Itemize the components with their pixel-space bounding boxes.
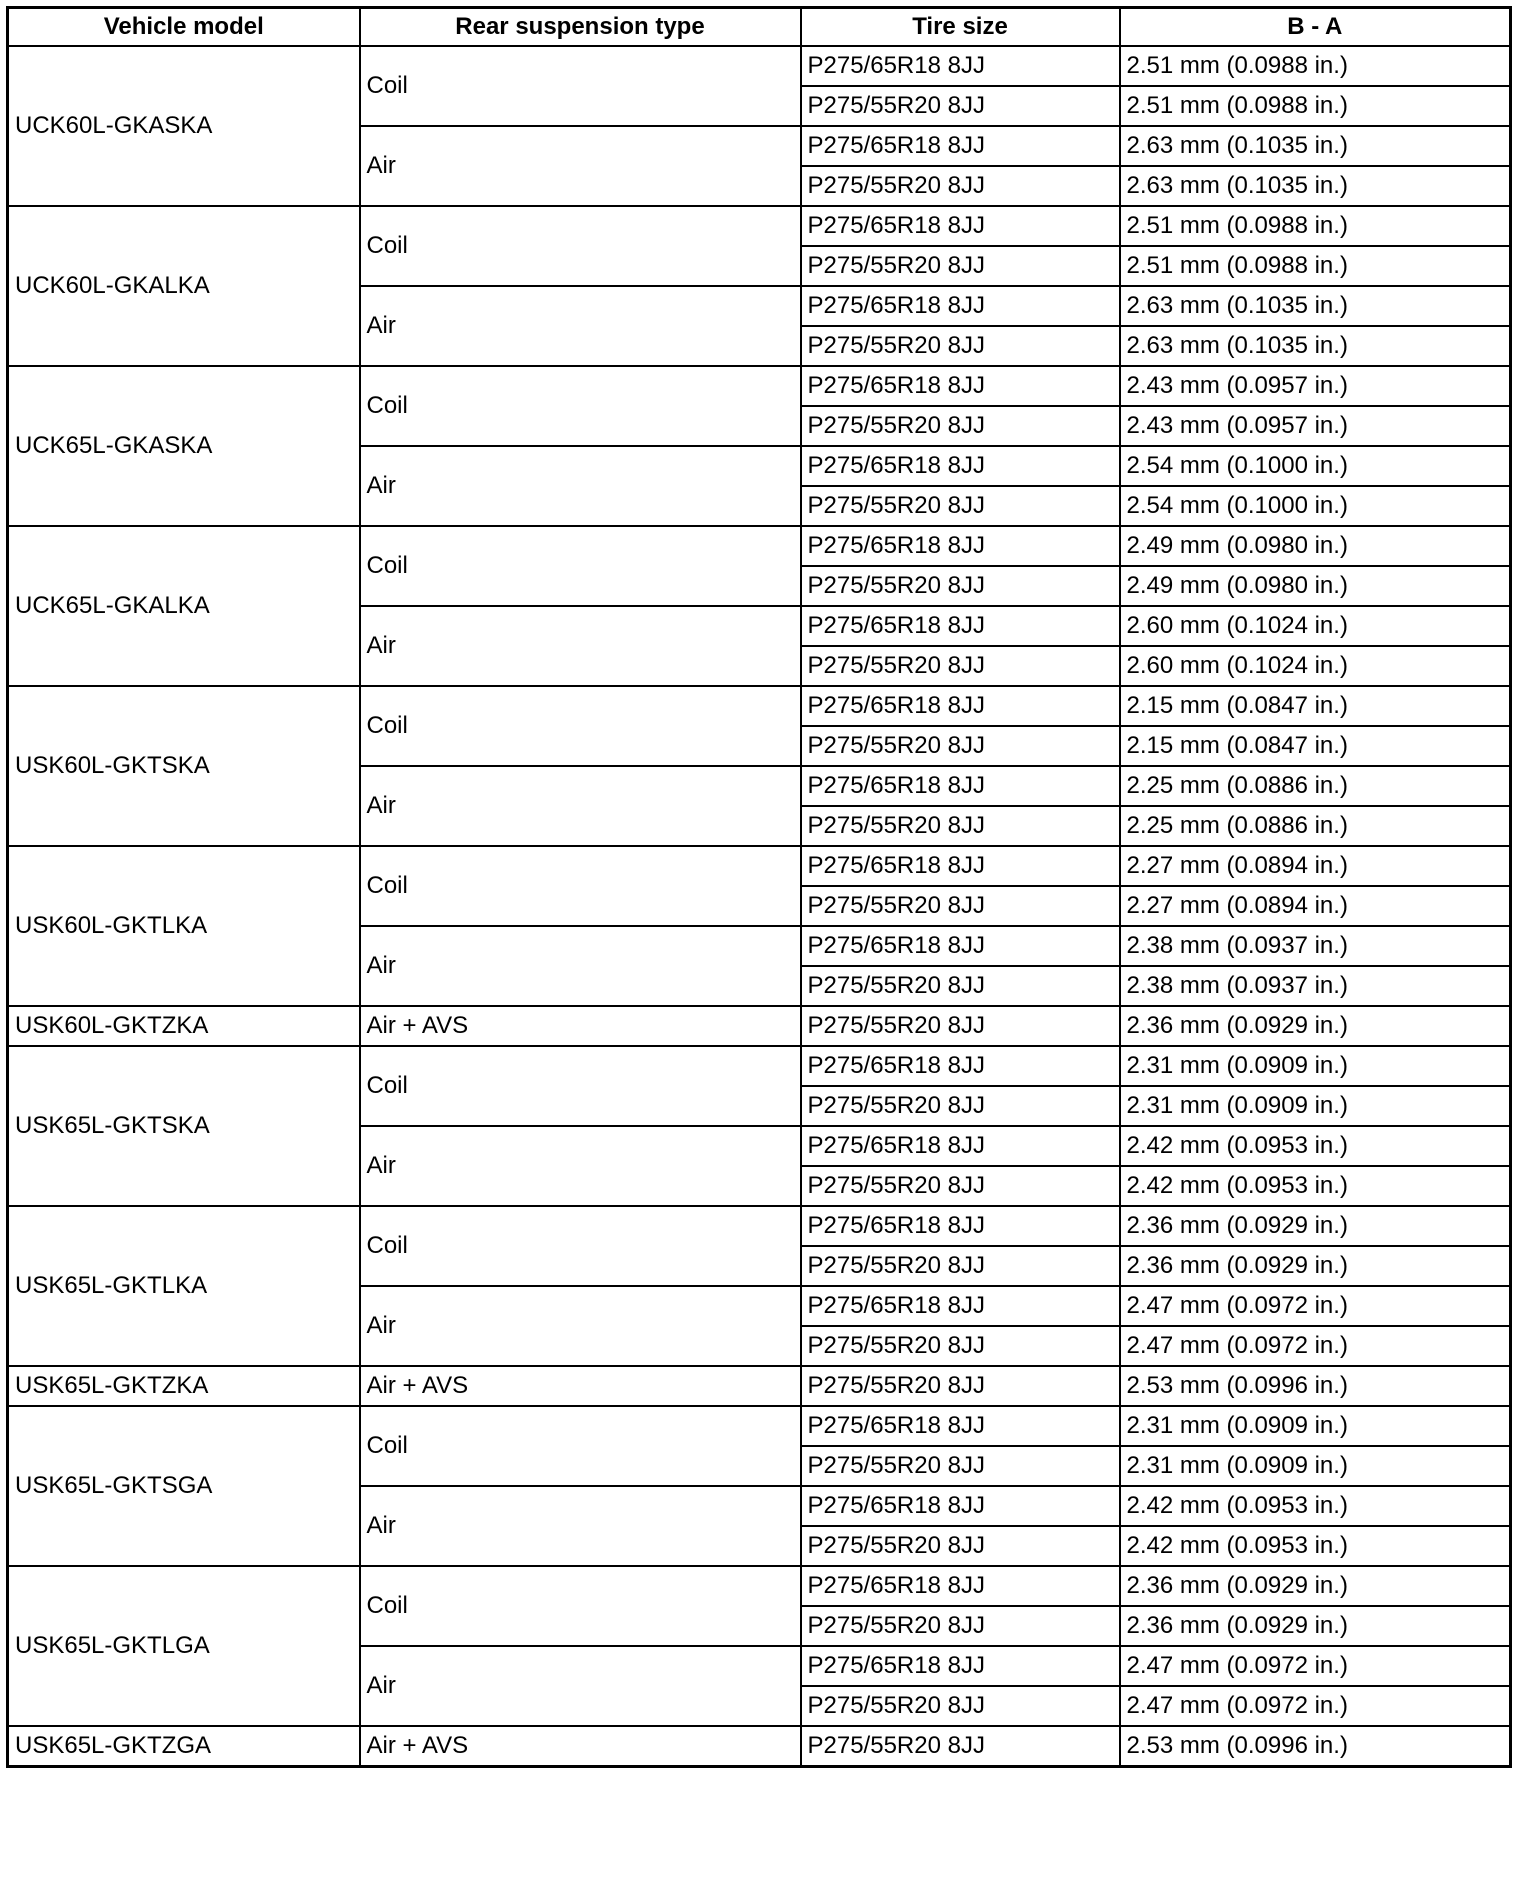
tire-size-cell: P275/55R20 8JJ [801,1006,1120,1046]
tire-size-cell: P275/55R20 8JJ [801,1246,1120,1286]
header-rear-suspension-type: Rear suspension type [360,8,801,47]
b-minus-a-cell: 2.63 mm (0.1035 in.) [1120,286,1511,326]
b-minus-a-cell: 2.36 mm (0.0929 in.) [1120,1206,1511,1246]
tire-size-cell: P275/55R20 8JJ [801,886,1120,926]
b-minus-a-cell: 2.47 mm (0.0972 in.) [1120,1686,1511,1726]
tire-size-cell: P275/65R18 8JJ [801,1126,1120,1166]
tire-size-cell: P275/55R20 8JJ [801,406,1120,446]
b-minus-a-cell: 2.27 mm (0.0894 in.) [1120,886,1511,926]
b-minus-a-cell: 2.25 mm (0.0886 in.) [1120,806,1511,846]
b-minus-a-cell: 2.31 mm (0.0909 in.) [1120,1406,1511,1446]
b-minus-a-cell: 2.53 mm (0.0996 in.) [1120,1726,1511,1767]
b-minus-a-cell: 2.47 mm (0.0972 in.) [1120,1646,1511,1686]
table-row [8,1046,1511,1086]
tire-size-cell: P275/65R18 8JJ [801,846,1120,886]
suspension-type-cell: Air + AVS [360,1006,801,1046]
tire-size-cell: P275/55R20 8JJ [801,166,1120,206]
suspension-type-cell: Coil [360,206,801,286]
vehicle-model-cell: USK65L-GKTLKA [8,1206,360,1366]
suspension-type-cell: Air [360,126,801,206]
tire-size-cell: P275/65R18 8JJ [801,526,1120,566]
suspension-type-cell: Coil [360,366,801,446]
table-row [8,366,1511,406]
b-minus-a-cell: 2.38 mm (0.0937 in.) [1120,966,1511,1006]
suspension-type-cell: Coil [360,1406,801,1486]
suspension-type-cell: Air + AVS [360,1366,801,1406]
table-body [8,46,1511,1767]
suspension-type-cell: Air [360,446,801,526]
vehicle-model-cell: UCK65L-GKASKA [8,366,360,526]
tire-size-cell: P275/55R20 8JJ [801,486,1120,526]
tire-size-cell: P275/65R18 8JJ [801,686,1120,726]
b-minus-a-cell: 2.31 mm (0.0909 in.) [1120,1446,1511,1486]
tire-size-cell: P275/65R18 8JJ [801,1486,1120,1526]
table-row [8,1566,1511,1606]
b-minus-a-cell: 2.47 mm (0.0972 in.) [1120,1326,1511,1366]
b-minus-a-cell: 2.15 mm (0.0847 in.) [1120,686,1511,726]
b-minus-a-cell: 2.42 mm (0.0953 in.) [1120,1166,1511,1206]
b-minus-a-cell: 2.31 mm (0.0909 in.) [1120,1046,1511,1086]
vehicle-model-cell: USK65L-GKTZGA [8,1726,360,1767]
tire-size-cell: P275/65R18 8JJ [801,926,1120,966]
vehicle-model-cell: USK65L-GKTSKA [8,1046,360,1206]
tire-size-cell: P275/55R20 8JJ [801,1726,1120,1767]
table-row [8,1006,1511,1046]
suspension-type-cell: Coil [360,686,801,766]
tire-size-cell: P275/55R20 8JJ [801,86,1120,126]
b-minus-a-cell: 2.51 mm (0.0988 in.) [1120,206,1511,246]
tire-size-cell: P275/55R20 8JJ [801,1326,1120,1366]
table-row [8,206,1511,246]
b-minus-a-cell: 2.38 mm (0.0937 in.) [1120,926,1511,966]
b-minus-a-cell: 2.42 mm (0.0953 in.) [1120,1126,1511,1166]
tire-size-cell: P275/55R20 8JJ [801,566,1120,606]
b-minus-a-cell: 2.63 mm (0.1035 in.) [1120,126,1511,166]
suspension-type-cell: Air [360,606,801,686]
suspension-type-cell: Coil [360,526,801,606]
b-minus-a-cell: 2.27 mm (0.0894 in.) [1120,846,1511,886]
b-minus-a-cell: 2.60 mm (0.1024 in.) [1120,646,1511,686]
header-tire-size: Tire size [801,8,1120,47]
b-minus-a-cell: 2.54 mm (0.1000 in.) [1120,446,1511,486]
suspension-type-cell: Air [360,1646,801,1726]
vehicle-model-cell: UCK60L-GKASKA [8,46,360,206]
table-row [8,846,1511,886]
table-row [8,686,1511,726]
suspension-type-cell: Air [360,1486,801,1566]
b-minus-a-cell: 2.43 mm (0.0957 in.) [1120,406,1511,446]
tire-size-cell: P275/55R20 8JJ [801,806,1120,846]
b-minus-a-cell: 2.43 mm (0.0957 in.) [1120,366,1511,406]
b-minus-a-cell: 2.36 mm (0.0929 in.) [1120,1566,1511,1606]
tire-size-cell: P275/55R20 8JJ [801,1526,1120,1566]
suspension-type-cell: Air [360,286,801,366]
tire-size-cell: P275/55R20 8JJ [801,1446,1120,1486]
b-minus-a-cell: 2.25 mm (0.0886 in.) [1120,766,1511,806]
header-row [8,8,1511,47]
tire-size-cell: P275/55R20 8JJ [801,646,1120,686]
tire-size-cell: P275/65R18 8JJ [801,286,1120,326]
tire-size-cell: P275/65R18 8JJ [801,1406,1120,1446]
tire-size-cell: P275/65R18 8JJ [801,366,1120,406]
b-minus-a-cell: 2.51 mm (0.0988 in.) [1120,86,1511,126]
table-row [8,1366,1511,1406]
vehicle-model-cell: USK60L-GKTSKA [8,686,360,846]
table-row [8,1206,1511,1246]
b-minus-a-cell: 2.63 mm (0.1035 in.) [1120,166,1511,206]
b-minus-a-cell: 2.36 mm (0.0929 in.) [1120,1246,1511,1286]
tire-size-cell: P275/55R20 8JJ [801,1606,1120,1646]
tire-size-cell: P275/65R18 8JJ [801,1646,1120,1686]
table-row [8,1406,1511,1446]
suspension-type-cell: Coil [360,1046,801,1126]
tire-size-cell: P275/65R18 8JJ [801,126,1120,166]
b-minus-a-cell: 2.63 mm (0.1035 in.) [1120,326,1511,366]
tire-size-cell: P275/55R20 8JJ [801,1686,1120,1726]
table-row [8,526,1511,566]
spec-table [6,6,1512,1768]
tire-size-cell: P275/55R20 8JJ [801,326,1120,366]
vehicle-model-cell: USK60L-GKTLKA [8,846,360,1006]
tire-size-cell: P275/55R20 8JJ [801,966,1120,1006]
b-minus-a-cell: 2.47 mm (0.0972 in.) [1120,1286,1511,1326]
tire-size-cell: P275/65R18 8JJ [801,1046,1120,1086]
vehicle-model-cell: UCK60L-GKALKA [8,206,360,366]
b-minus-a-cell: 2.36 mm (0.0929 in.) [1120,1606,1511,1646]
b-minus-a-cell: 2.15 mm (0.0847 in.) [1120,726,1511,766]
suspension-type-cell: Coil [360,1206,801,1286]
suspension-type-cell: Coil [360,1566,801,1646]
vehicle-model-cell: USK60L-GKTZKA [8,1006,360,1046]
b-minus-a-cell: 2.49 mm (0.0980 in.) [1120,566,1511,606]
table-row [8,46,1511,86]
suspension-type-cell: Coil [360,46,801,126]
b-minus-a-cell: 2.53 mm (0.0996 in.) [1120,1366,1511,1406]
tire-size-cell: P275/65R18 8JJ [801,1206,1120,1246]
tire-size-cell: P275/55R20 8JJ [801,1086,1120,1126]
b-minus-a-cell: 2.42 mm (0.0953 in.) [1120,1526,1511,1566]
tire-size-cell: P275/55R20 8JJ [801,726,1120,766]
tire-size-cell: P275/65R18 8JJ [801,446,1120,486]
tire-size-cell: P275/65R18 8JJ [801,606,1120,646]
b-minus-a-cell: 2.51 mm (0.0988 in.) [1120,46,1511,86]
tire-size-cell: P275/55R20 8JJ [801,1166,1120,1206]
header-b-minus-a: B - A [1120,8,1511,47]
b-minus-a-cell: 2.54 mm (0.1000 in.) [1120,486,1511,526]
tire-size-cell: P275/65R18 8JJ [801,766,1120,806]
b-minus-a-cell: 2.31 mm (0.0909 in.) [1120,1086,1511,1126]
b-minus-a-cell: 2.51 mm (0.0988 in.) [1120,246,1511,286]
table-header [8,8,1511,47]
tire-size-cell: P275/65R18 8JJ [801,46,1120,86]
vehicle-model-cell: USK65L-GKTZKA [8,1366,360,1406]
tire-size-cell: P275/65R18 8JJ [801,1566,1120,1606]
b-minus-a-cell: 2.49 mm (0.0980 in.) [1120,526,1511,566]
b-minus-a-cell: 2.36 mm (0.0929 in.) [1120,1006,1511,1046]
suspension-type-cell: Air [360,926,801,1006]
vehicle-model-cell: UCK65L-GKALKA [8,526,360,686]
suspension-type-cell: Air + AVS [360,1726,801,1767]
tire-size-cell: P275/55R20 8JJ [801,246,1120,286]
vehicle-model-cell: USK65L-GKTLGA [8,1566,360,1726]
suspension-type-cell: Air [360,766,801,846]
b-minus-a-cell: 2.42 mm (0.0953 in.) [1120,1486,1511,1526]
b-minus-a-cell: 2.60 mm (0.1024 in.) [1120,606,1511,646]
vehicle-model-cell: USK65L-GKTSGA [8,1406,360,1566]
table-row [8,1726,1511,1767]
tire-size-cell: P275/55R20 8JJ [801,1366,1120,1406]
tire-size-cell: P275/65R18 8JJ [801,206,1120,246]
suspension-type-cell: Air [360,1286,801,1366]
header-vehicle-model: Vehicle model [8,8,360,47]
suspension-type-cell: Coil [360,846,801,926]
tire-size-cell: P275/65R18 8JJ [801,1286,1120,1326]
suspension-type-cell: Air [360,1126,801,1206]
